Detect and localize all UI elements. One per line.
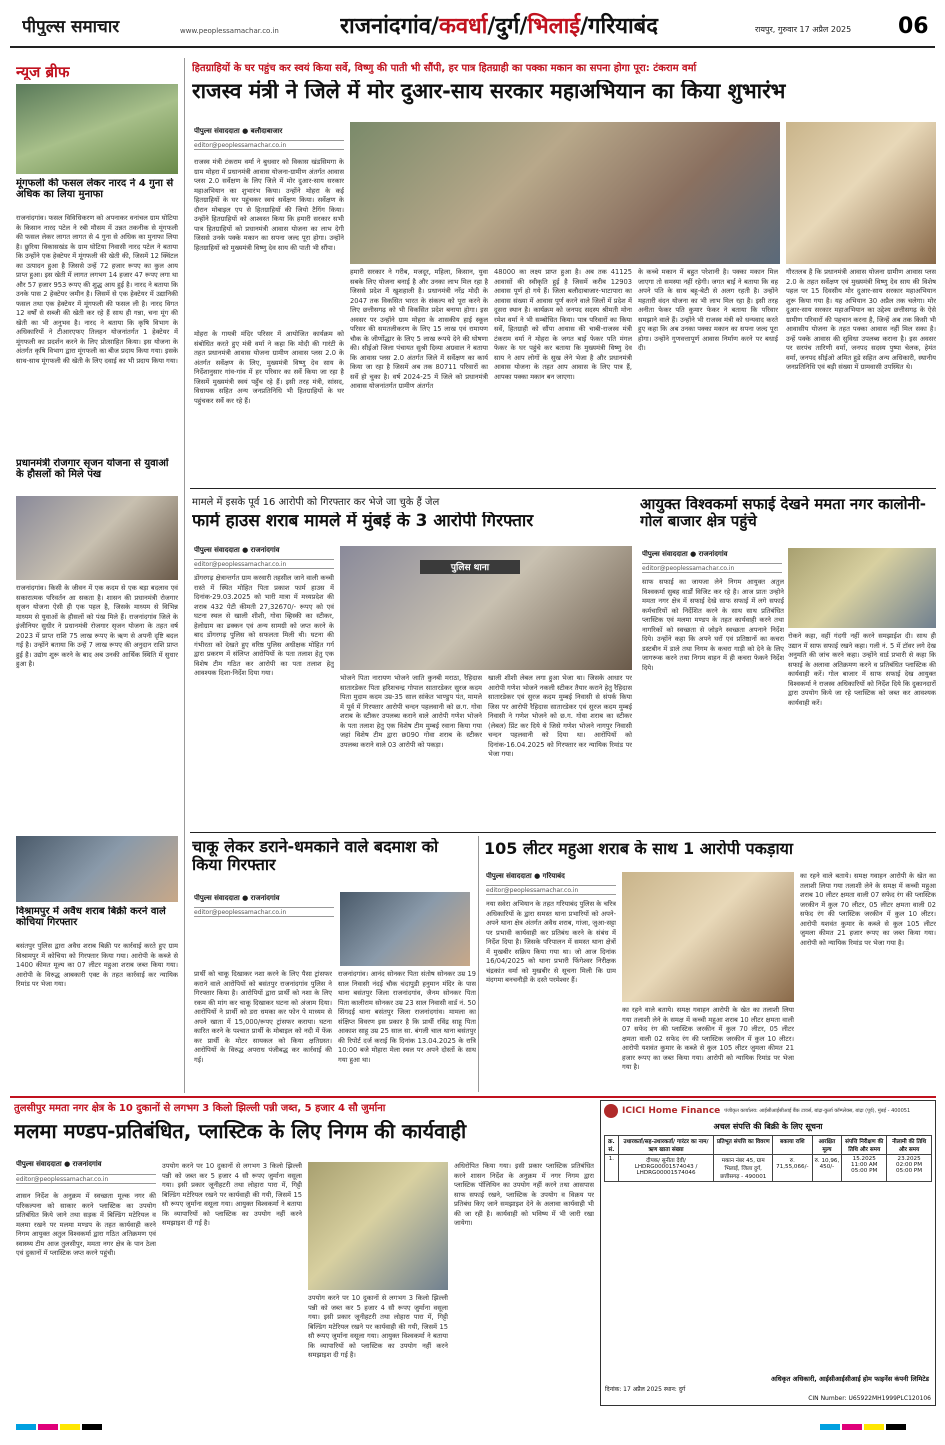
commissioner-col2: रोकने कहा, वहीं गंदगी नहीं करने समझाईश दी। साथ ही उद्यान में साफ सफाई रखने कहा। गली नं. 5 में टॉवर लगे देख अनुमति की जांच करने कहा। उन्होंने वार्ड प्रभारी से कहा कि सफाई के अलावा अतिक्रमण करने व प्रतिबंधित प्लास्टिक की कार्यवाही करें। गोल बाजार में साफ सफाई देख आयुक्त विश्वकर्मा ने राजस्व अधिकारियों को निर्देश दिये कि दुकानदारों द्वारा उपयोग किये जा रहे प्लास्टिक को जब्त कर आवश्यक कार्यवाही करें। bbox=[788, 632, 936, 707]
top-col1: राजस्व मंत्री टंकराम वर्मा ने बुधवार को विकास खंडसिमगा के ग्राम मोहरा में प्रधानमंत्री आवास योजना-ग्रामीण अंतर्गत आवास प्लस 2.0 सर्वेक्षण के लिए जिले में मोर दुआर-साय सरकार महाअभियान का शुभारंभ किया। उन्होंने मोहरा के कई हितग्राहियों के घर पहुंचकर स्वयं सर्वेक्षण किया। सर्वेक्षण के दौरान मोबाइल एप से हितग्राहियों की जियो टैगिंग किया। उन्होंने हितग्राहियों को आश्वस्त किया कि हमारी सरकार सभी पात्र हितग्राहियों को प्रधानमंत्री आवास योजना का लाभ देगी जिससे उनके पक्के मकान का सपना जल्द पूरा होगा। उन्होंने हितग्राहियों को मुख्यमंत्री विष्णु देव साय की पाती भी सौंपा। bbox=[194, 158, 344, 252]
top-col2: हमारी सरकार ने गरीब, मजदूर, महिला, किसान, युवा सबके लिए योजना बनाई है और उनका लाभ मिल रहा है जिससे प्रदेश में खुशहाली है। प्रधानमंत्री नरेंद्र मोदी के 2047 तक विकसित भारत के संकल्प को पूरा करने के लिए छत्तीसगढ़ को भी विकसित प्रदेश बनाया होगा। इस अवसर पर उन्होंने ग्राम मोहरा के शासकीय हाई स्कूल परिसर की समतलीकरण के लिए 15 लाख एवं रामायण चौक के जीर्णोद्धार के लिए 5 लाख रूपये देने की घोषणा की। सीईओ जिला पंचायत सुश्री दिव्या अग्रवाल ने बताया कि आवास प्लस 2.0 अंतर्गत जिले में सर्वेक्षण का कार्य किया जा रहा है जिसमें अब तक 80711 परिवारों का सर्वे हो चुका है। वर्ष 2024-25 में जिले को प्रधानमंत्री आवास योजनांतर्गत ग्रामीण अंतर्गत bbox=[350, 268, 488, 391]
peanut-farm-photo bbox=[16, 84, 178, 174]
minister-house-photo bbox=[786, 122, 936, 264]
ad-col-header: संपत्ति निरीक्षण की तिथि और समय bbox=[842, 1136, 887, 1155]
top-col4: के कच्चे मकान में बहुत परेशानी है। पक्का मकान मिल जाएगा तो समस्या नहीं रहेगी। जगत बाई ने बताया कि वह अपने पति के साथ बहू-बेटी से अलग रहती है। उन्होंने महतारी वंदन योजना का भी लाभ मिल रहा है। इसी तरह अनीता फेकर पति कुमार फेकर ने बताया कि परिवार समझाने वाले हैं। उन्होंने भी राजस्व मंत्री को धन्यवाद करते हुए कहा कि अब उनका पक्का मकान का सपना जल्द पूरा होगा। उन्होंने गुणवत्तापूर्ण आवास निर्माण करने पर बधाई दी। bbox=[638, 268, 778, 353]
top-story-rule bbox=[190, 488, 936, 489]
knife-headline: चाकू लेकर डराने-धमकाने वाले बदमाश को किया गिरफ्तार bbox=[192, 838, 439, 874]
liquor-seizure-photo bbox=[622, 872, 794, 1002]
knife-col1: प्रार्थी को चाकू दिखाकर नशा करने के लिए पैसा ट्रांसफर कराने वाले आरोपियों को बसंतपुर राजनांदगांव पुलिस ने गिरफ्तार किया है। आरोपियों द्वारा प्रार्थी को नशा के लिए रकम की मांग कर चाकू दिखाकर घटना को अंजाम दिया। आरोपियों ने प्रार्थी को डरा धमका कर फोन पे माध्यम से अपने खाता में 15,000/रूपए ट्रांसफर कराया। घटना कारित करने के पश्चात प्रार्थी के मोबाइल को नदी में फेंक कर प्रार्थी के मोटर सायकल को किया क्षतिग्रस्त। आरोपियों के विरुद्ध अपराध पंजीबद्ध कर कार्रवाई की गई। bbox=[194, 970, 332, 1064]
ad-table bbox=[604, 1135, 932, 1182]
bottom-headline: मलमा मण्डप-प्रतिबंधित, प्लास्टिक के लिए निगम की कार्यवाही bbox=[14, 1120, 467, 1143]
bottom-email: editor@peoplessamachar.co.in bbox=[16, 1174, 156, 1184]
masthead bbox=[0, 0, 945, 50]
brief3-headline: विश्रामपुर में अवैध शराब बिक्री करने वाले कोचिया गिरफ्तार bbox=[16, 906, 166, 928]
mahua-col3-continued: का रहने वाले बताये। समक्ष गवाहन आरोपी के खेत का तलाशी लिया गया तलाशी लेने के समक्ष में कच्ची महुआ शराब 10 लीटर क्षमता वाली 07 सफेद रंग की प्लास्टिक जरकीन में कुल 70 लीटर, 05 लीटर क्षमता वाली 02 सफेद रंग की प्लास्टिक जरकीन में कुल 10 लीटर। आरोपी यशवंत कुमार के कब्जे से कुल 105 लीटर जुमला कीमत 21 हजार रूपए का जब्त किया गया। आरोपी को न्यायिक रिमांड पर भेजा गया है। bbox=[800, 872, 936, 947]
brief3-body: बसंतपुर पुलिस द्वारा अवैध शराब बिक्री पर कार्रवाई करते हुए ग्राम विश्रामपुर में कोचिया को गिरफ्तार किया गया। आरोपी के कब्जे से 1400 कीमत मूल्य का 07 लीटर महुआ शराब जब्त किया गया। आरोपी के विरुद्ध आबकारी एक्ट के तहत कार्रवाई कर न्यायिक रिमांड पर भेजा गया। bbox=[16, 942, 178, 989]
ad-col-header: नीलामी की तिथि और समय bbox=[887, 1136, 932, 1155]
knife-email: editor@peoplessamachar.co.in bbox=[194, 907, 334, 917]
ad-cell: दीपक/ सुनीता देवी/ LHDRG00001574043 / LHDRG00001574046 bbox=[618, 1155, 714, 1182]
city-separator: / bbox=[580, 14, 589, 39]
ad-cell: 23.2025 02:00 PM 05:00 PM bbox=[887, 1155, 932, 1182]
top-col1b: मोहरा के गायत्री मंदिर परिसर में आयोजित कार्यक्रम को संबोधित करते हुए मंत्री वर्मा ने कहा कि मोदी की गारंटी के तहत प्रधानमंत्री आवास योजना ग्रामीण आवास प्लस 2.0 के अंतर्गत सर्वेक्षण के लिए, मुख्यमंत्री विष्णु देव साय के निर्देशानुसार गांव-गांव में हर परिवार का सर्वे किया जा रहा है जिसमें मुख्यमंत्री स्वयं पहुँच रहे हैं। इसी तरह मंत्री, सांसद, विधायक सहित अन्य जनप्रतिनिधि भी हितग्राहियों के घर पहुंचकर सर्वे कर रहे हैं। bbox=[194, 330, 344, 405]
brief2-headline: प्रधानमंत्री रोजगार सृजन योजना से युवाओं के हौसलों को मिले पंख bbox=[16, 458, 169, 480]
top-headline: राजस्व मंत्री ने जिले में मोर दुआर-साय सरकार महाअभियान का किया शुभारंभ bbox=[192, 80, 786, 103]
print-color-bar bbox=[820, 1418, 930, 1430]
ad-table-header bbox=[605, 1136, 932, 1155]
city-kawardha: कवर्धा bbox=[438, 14, 488, 39]
column-divider bbox=[184, 58, 185, 1093]
mahua-headline: 105 लीटर महुआ शराब के साथ 1 आरोपी पकड़ाया bbox=[484, 840, 794, 858]
ad-cin: CIN Number: U65922MH1999PLC120106 bbox=[808, 1395, 931, 1402]
ad-col-header: क्र. सं. bbox=[605, 1136, 619, 1155]
minister-crowd-photo bbox=[350, 122, 780, 264]
ad-footer: अधिकृत अधिकारी, आईसीआईसीआई होम फाइनेंस कंपनी लिमिटेड bbox=[770, 1375, 929, 1383]
mid-rule bbox=[190, 832, 936, 833]
dateline: रायपुर, गुरुवार 17 अप्रैल 2025 bbox=[755, 25, 852, 34]
bottom-kicker: तुलसीपुर ममता नगर क्षेत्र के 10 दुकानों से लगभग 3 किलो झिल्ली पन्नी जब्त, 5 हजार 4 सौ जुर्माना bbox=[14, 1103, 386, 1114]
mahua-col2: का रहने वाले बताये। समक्ष गवाहन आरोपी के खेत का तलाशी लिया गया तलाशी लेने के समक्ष में कच्ची महुआ शराब 10 लीटर क्षमता वाली 07 सफेद रंग की प्लास्टिक जरकीन में कुल 70 लीटर, 05 लीटर क्षमता वाली 02 सफेद रंग की प्लास्टिक जरकीन में कुल 10 लीटर। आरोपी यशवंत कुमार के कब्जे से कुल 105 लीटर जुमला कीमत 21 हजार रूपए का जब्त किया गया। आरोपी को न्यायिक रिमांड पर भेजा गया है। bbox=[622, 1006, 794, 1072]
top-email: editor@peoplessamachar.co.in bbox=[194, 140, 344, 150]
bottom-banner-rule bbox=[10, 1096, 936, 1098]
icici-logo-icon bbox=[604, 1104, 618, 1118]
ad-cell: 15.2025 11:00 AM 05:00 PM bbox=[842, 1155, 887, 1182]
ad-place-date: दिनांक: 17 अप्रैल 2025 स्थान: दुर्ग bbox=[605, 1386, 686, 1393]
bottom-col2: उपयोग करने पर 10 दुकानों से लगभग 3 किलो झिल्ली पन्नी को जब्त कर 5 हजार 4 सौ रूपए जुर्माना वसूला गया। इसी प्रकार जूनीहटरी तथा लोहारा पारा में, गिट्टी बिल्डिंग मटेरियल रखने पर कार्यवाही की गयी, जिसमें 15 सौ रूपए जुर्माना वसूला गया। आयुक्त विश्वकर्मा ने बताया कि व्यापारियों को प्लास्टिक का उपयोग नहीं करने समझाइश दी गई है। bbox=[162, 1162, 302, 1228]
ad-address: पंजीकृत कार्यालय: आईसीआईसीआई बैंक टावर्स, बांद्रा-कुर्ला कॉम्प्लेक्स, बांद्रा (पूर्व), मुंबई - 400051 bbox=[724, 1108, 911, 1114]
city-rajnandgaon: राजनांदगांव/ bbox=[340, 14, 439, 39]
brief1-headline: मूंगफली की फसल लेकर नारद ने 4 गुना से अधिक का लिया मुनाफा bbox=[16, 178, 174, 200]
liquor-headline: फार्म हाउस शराब मामले में मुंबई के 3 आरोपी गिरफ्तार bbox=[192, 512, 534, 531]
page-city-title bbox=[340, 10, 720, 40]
commissioner-byline: पीपुल्स संवाददाता ● राजनांदगांव bbox=[642, 550, 728, 558]
ad-table-wrap bbox=[604, 1135, 932, 1182]
ad-cell: रु. 10,96, 450/- bbox=[812, 1155, 842, 1182]
commissioner-headline: आयुक्त विश्वकर्मा सफाई देखने ममता नगर कालोनी-गोल बाजार क्षेत्र पहुंचे bbox=[640, 496, 926, 530]
commissioner-col1: साफ सफाई का जायजा लेने निगम आयुक्त अतुल विश्वकर्मा सुबह वार्डों विजिट कर रहे है। आज प्रातः उन्होने ममता नगर क्षेत्र में सफाई देखे साफ सफाई में लगे सफाई कर्मचारियों को निर्देशित करने के साथ साथ प्रतिबंधित प्लास्टिक एवं मलमा मण्डप के तहत कार्यवाही करने तथा नागरिकों को स्वच्छता से जोड़ने स्वच्छता अपनाने निर्देश दिये। उन्होंने कहा कि अपने घरों एवं प्रतिष्ठानों का कचरा डस्टबीन में डाले तथा निगम के कचरा गाड़ी को देने के लिए जागरूक करने तथा निगम वाहन में ही कचरा फेकने निर्देश दिये। bbox=[642, 578, 784, 672]
top-byline: पीपुल्स संवाददाता ● बलौदाबाजार bbox=[194, 127, 283, 135]
bottom-col1: शासन निर्देश के अनुक्रम में स्वच्छता मूल्क नगर की परिकल्पना को साकार करने प्लास्टिक का उपयोग प्रतिबंधित किये जाने तथा सड़क में बिल्डिंग मटेरियल व मलमा रखने पर मलमा मण्डप के तहत कार्यवाही करने निगम आयुक्त अतुल विश्वकर्मा द्वारा गठित अतिक्रमण एवं स्वास्थ्य टीम आज तुलसीपुर, ममता नगर क्षेत्र के पान ठेला एवं दुकानों में प्लास्टिक जप्त करने पहुंची। bbox=[16, 1192, 156, 1258]
liquor-kicker: मामले में इसके पूर्व 16 आरोपी को गिरफ्तार कर भेजे जा चुके हैं जेल bbox=[192, 497, 440, 508]
liquor-col2: भोजने पिता नारायण भोजने जाति कुनबी मराठा, रैहिदास सातारडेकर पिता हरिशचन्द्र गोपाल सातारडेकर सुरज कदम पिता मुदाम कदम उम्र-35 साल सांकेत भाण्डुप पंत, मामले में पूर्व में गिरफ्तार आरोपी चन्दन पहलवानी को छ.ग. गोवा शराब के स्टीकर उपलब्ध कराने वाले आरोपी गणेश भोजने के पता तलाश हेतु एक विशेष टीम मुम्बई रवाना किया गया जहां विशेष टीम द्वारा छ090 गोवा शराब के स्टीकर उपलब्ध कराने वाले 03 आरोपी को पकड़ा। bbox=[340, 674, 482, 749]
city-separator: / bbox=[487, 14, 496, 39]
police-station-sign: पुलिस थाना bbox=[420, 560, 520, 574]
mahua-byline: पीपुल्स संवाददाता ● गरियाबंद bbox=[486, 872, 565, 880]
bottom-byline: पीपुल्स संवाददाता ● राजनांदगांव bbox=[16, 1160, 102, 1168]
ad-cell: रु. 71,55,066/- bbox=[773, 1155, 812, 1182]
ad-cell: मकान नंबर 45, ग्राम भिलाई, जिला दुर्ग, छत्तीसगढ़ - 490001 bbox=[714, 1155, 773, 1182]
mahua-col1: नया सवेरा अभियान के तहत गरियाबंद पुलिस के चरित्र अधिकारियों के द्वारा समस्त थाना प्रभारियों को अपने-अपने थाना क्षेत्र अंतर्गत अवैध शराब, गांजा, जुआ-सट्टा पर प्रभावी कार्यवाही कर प्रतिबंध करने के संबंध में निर्देश दिया है। जिसके परिपालन में समस्त थाना क्षेत्रों में मुखबीर सक्रिय किया गया था। जो आज दिनांक 16/04/2025 को थाना प्रभारी फिंगेश्वर निरीक्षक चंद्रकांत वर्मा को मुखबीर से सूचना मिली कि ग्राम मंदगमा बनचनौड़ी के दस्ते परमेश्वर हैं। bbox=[486, 900, 616, 985]
brief1-body: राजनांदगांव। फसल विविधिकरण को अपनाकर वनांचल ग्राम घोटिया के किसान नारद पटेल ने रबी मौसम में उन्नत तकनीक से मूंगफली की फसल लेकर लागत लागत से 4 गुना से अधिक का मुनाफा लिया है। छुरिया विकासखंड के ग्राम घोटिया निवासी नारद पटेल ने बताया कि उन्होंने एक हेक्टेयर में मूंगफली की खेती की, जिसमें 12 क्विंटल का उत्पादन हुआ है जिससे उन्हें 72 हजार रूपए का कुल आय प्राप्त हुआ। इस खेती में लागत लगभग 14 हजार 47 रूपए लगा था और 57 हजार 953 रूपए की शुद्ध आय हुई है। नारद ने बताया कि उनके पास 2 हेक्टेयर जमीन है। जिसमें से एक हेक्टेयर में उद्यानिकी फसल तथा एक हेक्टेयर में मूंगफली की फसल ली है। नारद विगत 12 वर्षों से सब्जी की खेती कर रहे हैं साथ ही गन्ना, चना मूंग की खेती का भी अनुभव है। नारद ने बताया कि कृषि विभाग के अधिकारियों ने टीआरएफए तिलहन योजनांतर्गत 1 हेक्टेयर में मूंगफली का प्रदर्शन करने के लिए प्रोत्साहित किया। इस योजना के अंतर्गत कृषि विभाग द्वारा मूंगफली का बीज प्रदाय किया गया। इसके साथ-साथ मूंगफली की खेती के लिए दवाई का भी प्रदाय किया गया। bbox=[16, 214, 178, 365]
bottom-col3: अधिरोपित किया गया। इसी प्रकार प्लास्टिक प्रतिबंधित करने शासन निर्देश के अनुक्रम में नगर निगम द्वारा प्लास्टिक पॉलिथिन का उपयोग नहीं करने तथा आसपास साफ सफाई रखने, प्लास्टिक के उपयोग व विक्रय पर प्रतिबंध किए जाने समझाइश देने के अलावा कार्यवाही भी की जा रही है। कार्यवाही को भविष्य में भी जारी रखा जायेगा। bbox=[454, 1162, 594, 1228]
shop-inspection-photo bbox=[308, 1162, 448, 1290]
city-bhilai: भिलाई bbox=[527, 14, 581, 39]
market-photo bbox=[788, 548, 936, 628]
icici-ad bbox=[600, 1100, 936, 1406]
city-durg: दुर्ग bbox=[495, 14, 520, 39]
knife-byline: पीपुल्स संवाददाता ● राजनांदगांव bbox=[194, 894, 280, 902]
ad-col-header: बकाया राशि bbox=[773, 1136, 812, 1155]
liquor-email: editor@peoplessamachar.co.in bbox=[194, 559, 334, 569]
city-gariyaband: गरियाबंद bbox=[588, 14, 658, 39]
ad-col-header: प्रतिभूत संपत्ति का विवरण bbox=[714, 1136, 773, 1155]
table-row bbox=[605, 1155, 932, 1182]
top-kicker: हितग्राहियों के घर पहुंच कर स्वयं किया सर्वे, विष्णु की पाती भी सौंपी, हर पात्र हितग्राही का पक्का मकान का सपना होगा पूरा: टंकराम वर्मा bbox=[192, 63, 697, 74]
city-separator: / bbox=[519, 14, 528, 39]
ad-company: ICICI Home Finance bbox=[622, 1106, 721, 1116]
top-col5: गौरतलब है कि प्रधानमंत्री आवास योजना ग्रामीण आवास प्लस 2.0 के तहत सर्वेक्षण एवं मुख्यमंत्री विष्णु देव साय की विशेष पहल पर 15 दिवसीय मोर दुआर-साय सरकार महाअभियान शुरू किया गया है। यह अभियान 30 अप्रैल तक चलेगा। मोर दुआर-साय सरकार महाअभियान का उद्देश्य छत्तीसगढ़ के ऐसे ग्रामीण परिवारों की पहचान करना है, जिन्हें अब तक किसी भी आवासीय योजना के तहत पक्का आवास नहीं मिल सका है। उन्हें पक्के आवास की सुविधा उपलब्ध कराना है। इस अवसर पर सरपंच तारिणी वर्मा, जनपद सदस्य पुष्पा चेलक, हेमंत वर्मा, जनपद सीईओ अमित हुडे सहित अन्य अधिकारी, स्थानीय जनप्रतिनिधि एवं बड़ी संख्या में ग्रामवासी उपस्थित थे। bbox=[786, 268, 936, 372]
header-rule bbox=[10, 46, 935, 48]
ad-cell: 1. bbox=[605, 1155, 619, 1182]
brand-url[interactable]: www.peoplessamachar.co.in bbox=[180, 27, 279, 35]
liquor-col1: डोंगरगढ़ क्षेत्रान्तर्गत ग्राम करवारी तहसील जाने वाली कच्ची रास्ते में स्थित मोहित पिता प्रकाश फार्म हाउस में दिनांक-29.03.2025 को भारी मात्रा में मध्यप्रदेश की शराब 432 पेटी कीमती 27,32670/- रूपए को एवं घटना स्थल से खाली शीशी, गोवा व्हिस्की का स्टीकर, हेलोग्राम का ढक्कन एवं अन्य सामग्री को जप्त करने के बाद डोंगरगढ़ पुलिस को सफलता मिली थी। घटना की गंभीरता को देखते हुए वरिष्ठ पुलिस अधीक्षक मोहित गर्ग द्वारा प्रकरण में संलिप्त आरोपियों के पता तलाश हेतु एक विशेष टीम गठित कर आरोपी का पता तलाश हेतु आवश्यक दिशा-निर्देश दिया गया। bbox=[194, 574, 334, 678]
top-col3: 48000 का लक्ष्य प्राप्त हुआ है। अब तक 41125 आवासों की स्वीकृति हुई है जिसमें करीब 12903 आवास पूर्ण हो गये हैं। जिला बलौदाबाजार-भाटापारा का आवास संख्या में आवास पूर्ण करने वाले जिलों में प्रदेश में दूसरा स्थान है। कार्यक्रम को जनपद सदस्य श्रीमती मोना रमेश वर्मा ने भी सम्बोधित किया। पात्र परिवारों का किया सर्वे, हितग्राही को सौंपा आवास की चाबी-राजस्व मंत्री टंकराम वर्मा ने मोहरा के जगत बाई फेकर पति मंगल फेकर के घर पहुंचे कर बताया कि मुख्यमंत्री विष्णु देव साय ने आप लोगों के सुख लेने भेजा है और प्रधानमंत्री आवास योजना के तहत आप आवास के लिए पात्र हैं, आपका पक्का मकान बन जाएगा। bbox=[494, 268, 632, 381]
page-number: 06 bbox=[898, 14, 929, 39]
print-color-bar bbox=[16, 1418, 216, 1430]
brand-name: पीपुल्स समाचार bbox=[22, 17, 120, 36]
knife-col2: राजनांदगांव। आनंद सोनकर पिता संतोष सोनकर उम्र 19 साल निवासी नंदई चौक चंदापुडी हनुमान मंदिर के पास थाना बसंतपुर जिला राजनांदगांव, जैनम सोनकर पिता पिता कालीराम सोनकर उम्र 23 साल निवासी वार्ड नं. 50 सिंगदई थाना बसंतपुर जिला राजनांदगांव। मामला का संक्षिप्त विवरण इस प्रकार है कि प्रार्थी रविंद्र साहू पिता आकाश साहू उम्र 25 साल सा. बंगली चाल थाना बसंतपुर की रिपोर्ट दर्ज कराई कि दिनांक 13.04.2025 के रात्रि 10:00 बजे मोहारा मेला स्थल पर अपने दोस्तों के साथ गया हुआ था। bbox=[338, 970, 476, 1064]
police-photo-left bbox=[16, 836, 178, 902]
commissioner-email: editor@peoplessamachar.co.in bbox=[642, 563, 782, 573]
ad-notice-title: अचल संपत्ति की बिक्री के लिए सूचना bbox=[713, 1122, 823, 1131]
mahua-email: editor@peoplessamachar.co.in bbox=[486, 885, 616, 895]
liquor-col3: खाली शीशी लेबल लगा हुआ भेजा था। जिसके आधार पर आरोपी गणेश भोजने नकली स्टीकर तैयार कराने हेतु रैहिदास सातारडेकर एवं सुरज कदम मुम्बई निवासी से संपर्क किया जिस पर आरोपी रैहिदास सातारडेकर एवं सुरज कदम मुम्बई निवासी ने गणेश भोजने को छ.ग. गोवा शराब का स्टीकर (लेबल) प्रिंट कर दिये थे जिसे गणेश भोजने नागपुर निवासी चन्दन पहलवानी को दिया था। आरोपियों को दिनांक-16.04.2025 को गिरफ्तार कर न्यायिक रिमांड पर भेजा गया। bbox=[488, 674, 632, 759]
column-divider bbox=[478, 836, 479, 1092]
bottom-col2-cont: उपयोग करने पर 10 दुकानों से लगभग 3 किलो झिल्ली पन्नी को जब्त कर 5 हजार 4 सौ रूपए जुर्माना वसूला गया। इसी प्रकार जूनीहटरी तथा लोहारा पारा में, गिट्टी बिल्डिंग मटेरियल रखने पर कार्यवाही की गयी, जिसमें 15 सौ रूपए जुर्माना वसूला गया। आयुक्त विश्वकर्मा ने बताया कि व्यापारियों को प्लास्टिक का उपयोग नहीं करने समझाइश दी गई है। bbox=[308, 1294, 448, 1360]
news-brief-label: न्यूज ब्रीफ bbox=[16, 63, 70, 80]
arrested-men-photo bbox=[340, 892, 470, 966]
brief2-body: राजनांदगांव। किसी के जीवन में एक कदम से एक बड़ा बदलाव एवं सकारात्मक परिवर्तन आ सकता है। शासन की प्रधानमंत्री रोजगार सृजन योजना ऐसी ही एक पहल है, जिसके माध्यम से विभिन्न माध्यम से युवाओं के हौसलों को पंख मिले हैं। राजनांदगांव जिले के इंजीनियर सुधीर ने प्रधानमंत्री रोजगार सृजन योजना के तहत वर्ष 2023 में प्राप्त राशि 75 लाख रूपए के ऋण से अपनी दृष्टि बदल गई है। उन्होंने बताया कि उन्हें 7 लाख रूपए की अनुदान राशि प्राप्त हुई है। उद्योग शुरू करने के बाद अब उनकी आर्थिक स्थिति में सुधार हुआ है। bbox=[16, 584, 178, 669]
ad-col-header: उधारकर्ता/सह-उधारकर्ता/ गारंटर का नाम/ ऋण खाता संख्या bbox=[618, 1136, 714, 1155]
ad-col-header: आरक्षित मूल्य bbox=[812, 1136, 842, 1155]
machine-photo bbox=[16, 496, 178, 580]
liquor-byline: पीपुल्स संवाददाता ● राजनांदगांव bbox=[194, 546, 280, 554]
